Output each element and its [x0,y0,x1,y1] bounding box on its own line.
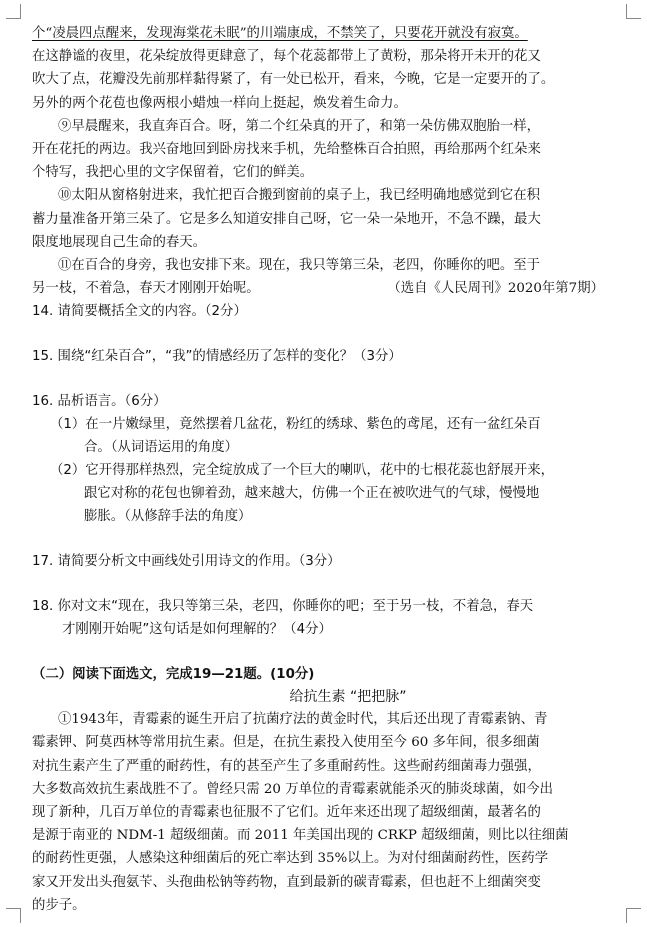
passage-line: 开在花托的两边。我兴奋地回到卧房找来手机，先给整株百合拍照，再给那两个红朵来 [32,141,541,157]
passage-line: 大多数高效抗生素战胜不了。曾经只需 20 万单位的青霉素就能杀灭的肺炎球菌，如今出 [32,781,554,797]
crop-mark-top-right [626,4,641,19]
question-16-part-2: （2）它开得那样热烈，完全绽放成了一个巨大的喇叭，花中的七根花蕊也舒展开来， [50,463,554,479]
paragraph-11-start: ⑪在百合的身旁，我也安排下来。现在，我只等第三朵，老四，你睡你的吧。至于 [58,257,541,273]
passage-line: 对抗生素产生了严重的耐药性，有的甚至产生了多重耐药性。这些耐药细菌毒力强强， [32,758,541,774]
passage-line: 另外的两个花苞也像两根小蜡烛一样向上挺起，焕发着生命力。 [32,95,407,111]
question-17: 17. 请简要分析文中画线处引用诗文的作用。（3分） [32,554,341,570]
question-16-part-2-cont: 膨胀。（从修辞手法的角度） [84,509,252,525]
passage-line: 是源于南亚的 NDM-1 超级细菌。而 2011 年美国出现的 CRKP 超级细菌，则比以往细菌 [32,828,569,844]
underlined-quote-line: 个“凌晨四点醒来，发现海棠花未眠”的川端康成，不禁笑了，只要花开就没有寂寞。 [32,26,528,41]
reading-passage-2 [32,708,620,917]
question-18: 18. 你对文末“现在，我只等第三朵，老四，你睡你的吧；至于另一枝，不着急，春天 [32,599,534,615]
section-2-heading: （二）阅读下面选文，完成19—21题。(10分) [32,667,315,683]
passage-line-with-source [32,277,620,300]
question-16-part-1: （1）在一片嫩绿里，竟然摆着几盆花，粉红的绣球、紫色的鸢尾，还有一盆红朵百 [50,417,541,433]
passage-line: 个特写，我把心里的文字保留着，它们的鲜美。 [32,165,314,181]
passage-line: 霉素钾、阿莫西林等常用抗生素。但是，在抗生素投入使用至今 60 多年间，很多细菌 [32,735,540,751]
question-18-cont: 才刚刚开始呢”这句话是如何理解的？（4分） [62,622,332,638]
passage-line: 吹大了点，花瓣没先前那样黏得紧了，有一处已松开，看来，今晚，它是一定要开的了。 [32,72,555,88]
crop-mark-top-left [6,4,21,19]
crop-mark-bottom-right [626,908,641,923]
paragraph-9-start: ⑨早晨醒来，我直奔百合。呀，第二个红朵真的开了，和第一朵仿佛双胞胎一样， [58,118,541,134]
question-16: 16. 品析语言。（6分） [32,394,167,410]
passage-line: 家又开发出头孢氨苄、头孢曲松钠等药物，直到最新的碳青霉素，但也赶不上细菌突变 [32,874,541,890]
question-16-part-2-cont: 跟它对称的花包也铆着劲，越来越大，仿佛一个正在被吹进气的气球，慢慢地 [84,486,540,502]
passage-line: 蓄力量准备开第三朵了。它是多么知道安排自己呀，它一朵一朵地开，不急不躁，最大 [32,211,541,227]
passage-line: 限度地展现自己生命的春天。 [32,234,207,250]
passage-line: 在这静谧的夜里，花朵绽放得更肆意了，每个花蕊都带上了黄粉，那朵将开未开的花又 [32,49,541,65]
paragraph-10-start: ⑩太阳从窗格射进来，我忙把百合搬到窗前的桌子上，我已经明确地感觉到它在积 [58,188,541,204]
question-16-part-1-cont: 合。（从词语运用的角度） [84,440,238,456]
passage-line: 另一枝，不着急，春天才刚刚开始呢。 [32,281,260,297]
crop-mark-bottom-left [6,908,21,923]
question-15: 15. 围绕“红朵百合”，“我”的情感经历了怎样的变化？（3分） [32,349,402,365]
reading-passage-1 [32,22,620,300]
article-title: 给抗生素 “把把脉” [289,689,407,706]
passage-line: ①1943年，青霉素的诞生开启了抗菌疗法的黄金时代，其后还出现了青霉素钠、青 [58,712,548,728]
passage-line: 的步子。 [32,897,86,913]
question-14: 14. 请简要概括全文的内容。（2分） [32,304,247,320]
source-citation: （选自《人民周刊》2020年第7期） [387,281,604,297]
passage-line: 的耐药性更强，人感染这种细菌后的死亡率达到 35%以上。为对付细菌耐药性，医药学 [32,851,549,867]
page-content [32,22,620,917]
passage-line: 现了新种，几百万单位的青霉素也征服不了它们。近年来还出现了超级细菌，最著名的 [32,805,541,820]
